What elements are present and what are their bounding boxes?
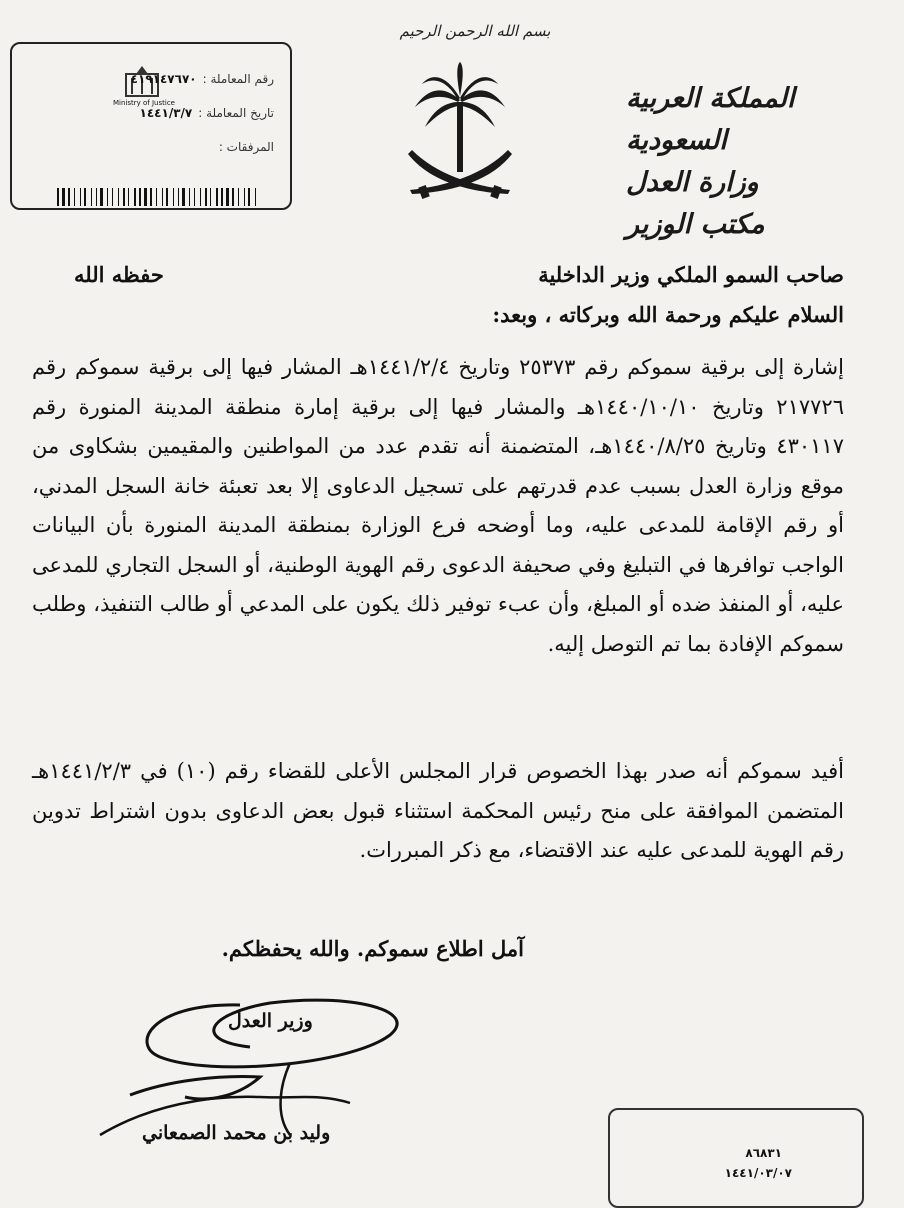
incoming-stamp-box [608, 1108, 864, 1208]
honorific: حفظه الله [74, 262, 164, 287]
ref-date-row [140, 106, 274, 120]
ref-date-value: ١٤٤١/٣/٧ [139, 106, 193, 120]
addressee-line [44, 262, 844, 287]
palm-swords-emblem-icon [400, 62, 520, 212]
ministry-english-name: Ministry of Justice [113, 99, 175, 107]
ref-date-label: تاريخ المعاملة : [198, 106, 274, 120]
closing-line: آمل اطلاع سموكم. والله يحفظكم. [221, 936, 524, 961]
ref-number-label: رقم المعاملة : [202, 72, 274, 86]
paragraph-2: أفيد سموكم أنه صدر بهذا الخصوص قرار المجلس الأعلى للقضاء رقم (١٠) في ١٤٤١/٢/٣هـ المتضمن الموافقة على منح رئيس المحكمة استثناء قبول بعض الدعاوى بدون اشتراط تدوين رقم الهوية للمدعى عليه عند الاقتضاء، مع ذكر المبررات. [32, 759, 844, 862]
letterhead-line-2: وزارة العدل [626, 167, 759, 198]
ref-number-value: ٤١٩١٤٧٦٧٠ [130, 72, 197, 86]
barcode [57, 188, 261, 206]
reference-box [10, 42, 292, 210]
signer-name: وليد بن محمد الصمعاني [142, 1122, 331, 1144]
addressee: صاحب السمو الملكي وزير الداخلية [538, 262, 844, 287]
letterhead-line-1: المملكة العربية السعودية [626, 83, 795, 156]
paragraph-1: إشارة إلى برقية سموكم رقم ٢٥٣٧٣ وتاريخ ١٤٤١/٢/٤هـ المشار فيها إلى برقية سموكم رقم ٢١٧٧٢٦ وتاريخ ١٤٤٠/١٠/١٠هـ والمشار فيها إلى برقية إمارة منطقة المدينة المنورة رقم ٤٣٠١١٧ وتاريخ ١٤٤٠/٨/٢٥هـ، المتضمنة أنه تقدم عدد من المواطنين والمقيمين بشكاوى من موقع وزارة العدل بسبب عدم قدرتهم على تسجيل الدعاوى إلا بعد تعبئة خانة السجل المدني، أو رقم الإقامة للمدعى عليه، وما أوضحه فرع الوزارة بمنطقة المدينة المنورة بأن البيانات الواجب توافرها في التبليغ وفي صحيفة الدعوى رقم الهوية الوطنية، أو السجل التجاري للمدعى عليه، أو المنفذ ضده أو المبلغ، وأن عبء توفير ذلك يكون على المدعي أو طالب التنفيذ، وطلب سموكم الإفادة بما تم التوصل إليه. [32, 355, 844, 656]
ref-number-row [131, 72, 274, 86]
basmala: بسم الله الرحمن الرحيم [399, 22, 551, 40]
ref-attachments-label: المرفقات : [218, 140, 274, 154]
signer-title: وزير العدل [228, 1010, 313, 1032]
ref-attachments-row [219, 140, 274, 154]
stamp-number: ٨٦٨٣١ [745, 1146, 782, 1160]
letterhead-line-3: مكتب الوزير [626, 209, 765, 240]
greeting: السلام عليكم ورحمة الله وبركاته ، وبعد: [492, 302, 844, 327]
stamp-date: ١٤٤١/٠٣/٠٧ [724, 1166, 792, 1180]
ministry-letterhead [626, 78, 886, 246]
